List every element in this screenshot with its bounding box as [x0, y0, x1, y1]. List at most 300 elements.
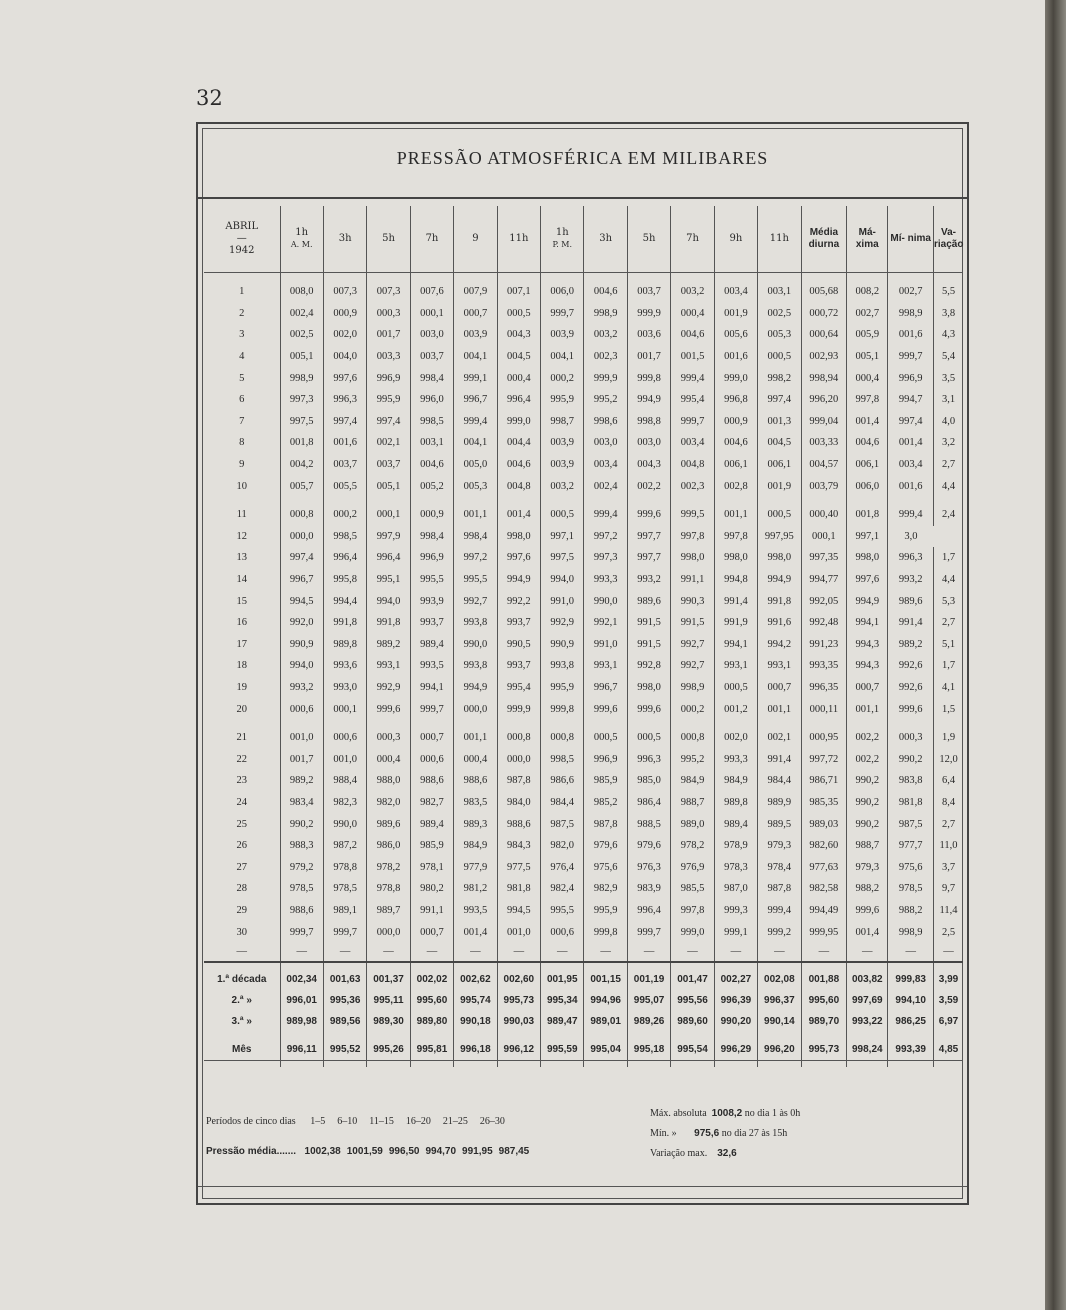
cell-value: 994,49	[801, 900, 847, 922]
hour-header	[627, 206, 670, 273]
cell-value: 000,8	[671, 727, 714, 749]
cell-value: 977,63	[801, 856, 847, 878]
spacer-cell	[714, 497, 757, 504]
cell-value: 994,10	[888, 990, 934, 1011]
cell-value: 003,0	[410, 324, 453, 346]
cell-value: 995,73	[801, 1039, 847, 1061]
cell-value: 000,2	[323, 504, 366, 526]
cell-value: 001,4	[847, 921, 888, 943]
cell-value: 999,4	[584, 504, 627, 526]
row-label: 16	[236, 617, 247, 629]
cell-value: 997,7	[627, 526, 670, 548]
table-row	[204, 698, 963, 720]
cell-value: 989,1	[323, 900, 366, 922]
hour-label: 11h	[769, 233, 789, 244]
cell-value: 997,3	[584, 547, 627, 569]
cell-value: 985,5	[671, 878, 714, 900]
cell-value: 993,35	[801, 655, 847, 677]
cell-value: 003,9	[541, 432, 584, 454]
cell-value: 993,22	[847, 1011, 888, 1032]
cell-value: 996,01	[280, 990, 323, 1011]
row-label: 28	[236, 883, 247, 895]
cell-value: 001,6	[323, 432, 366, 454]
cell-value: 995,5	[541, 900, 584, 922]
cell-value: 990,14	[758, 1011, 801, 1032]
spacer-cell	[584, 962, 627, 969]
cell-value: 982,60	[801, 835, 847, 857]
table-row	[204, 813, 963, 835]
cell-value: 11,0	[934, 835, 964, 857]
cell-value: 997,4	[888, 411, 934, 433]
cell-value: 978,2	[671, 835, 714, 857]
period-item: 11–15	[369, 1116, 394, 1127]
cell-value: 978,5	[280, 878, 323, 900]
cell-value: 979,3	[847, 856, 888, 878]
cell-value: 003,9	[454, 324, 497, 346]
cell-value: 991,8	[367, 612, 410, 634]
cell-value: 989,8	[323, 634, 366, 656]
cell-value: 989,6	[367, 813, 410, 835]
cell-value: 002,27	[714, 969, 757, 990]
cell-value: 000,6	[410, 748, 453, 770]
cell-value: 000,4	[454, 748, 497, 770]
cell-value: 000,4	[671, 303, 714, 325]
cell-value: 003,9	[541, 324, 584, 346]
cell-value: 999,4	[888, 504, 934, 526]
period-item: 6–10	[337, 1116, 358, 1127]
cell-value: 000,64	[801, 324, 847, 346]
cell-value: 990,0	[323, 813, 366, 835]
cell-value: 989,47	[541, 1011, 584, 1032]
spacer-cell	[847, 1032, 888, 1039]
cell-value: 988,6	[497, 813, 540, 835]
table-row	[204, 612, 963, 634]
cell-value: 998,0	[714, 547, 757, 569]
cell-value: 993,7	[497, 655, 540, 677]
cell-value: 3,1	[934, 389, 964, 411]
cell-value: 986,0	[367, 835, 410, 857]
spacer-cell	[671, 497, 714, 504]
spacer-cell	[204, 497, 280, 504]
cell-value: 979,6	[627, 835, 670, 857]
row-label: 1.ª década	[217, 973, 267, 985]
cell-value: 999,7	[888, 346, 934, 368]
cell-value: 997,9	[367, 526, 410, 548]
cell-value: 991,0	[584, 634, 627, 656]
month-dash: —	[236, 233, 247, 244]
hour-header	[454, 206, 497, 273]
cell-value: 001,0	[323, 748, 366, 770]
spacer-cell	[627, 1032, 670, 1039]
cell-value: 987,8	[497, 770, 540, 792]
cell-value: 987,8	[758, 878, 801, 900]
cell-value: 998,5	[323, 526, 366, 548]
cell-value: 983,5	[454, 792, 497, 814]
cell-value: 999,6	[627, 504, 670, 526]
min-when: no dia 27 às 15h	[721, 1128, 788, 1139]
cell-value: 988,2	[888, 900, 934, 922]
cell-value: 001,4	[454, 921, 497, 943]
period-item: 1–5	[310, 1116, 326, 1127]
cell-value: 994,0	[541, 569, 584, 591]
cell-value: 000,95	[801, 727, 847, 749]
cell-value: 1,7	[934, 547, 964, 569]
cell-value: 004,3	[627, 454, 670, 476]
cell-value: 987,5	[888, 813, 934, 835]
table-frame	[196, 122, 969, 1205]
spacer-cell	[323, 962, 366, 969]
cell-value: 001,4	[497, 504, 540, 526]
cell-value: 000,6	[280, 698, 323, 720]
cell-value: 984,9	[671, 770, 714, 792]
row-label: 26	[236, 840, 247, 852]
cell-value: 990,20	[714, 1011, 757, 1032]
row-label: 27	[236, 861, 247, 873]
cell-value: 991,4	[758, 748, 801, 770]
dash-cell: —	[888, 943, 934, 962]
var-label: Variação max.	[650, 1148, 708, 1159]
cell-value: 004,6	[714, 432, 757, 454]
cell-value: 998,4	[454, 526, 497, 548]
cell-value: 6,97	[934, 1011, 964, 1032]
cell-value: 998,0	[497, 526, 540, 548]
cell-value: 988,0	[367, 770, 410, 792]
row-label: 14	[236, 574, 247, 586]
cell-value: 000,8	[497, 727, 540, 749]
cell-value: 991,1	[671, 569, 714, 591]
table-row	[204, 634, 963, 656]
cell-value: 999,7	[671, 411, 714, 433]
cell-value: 4,1	[934, 677, 964, 699]
cell-value: 987,2	[323, 835, 366, 857]
cell-value: 003,7	[367, 454, 410, 476]
cell-value: 000,0	[497, 748, 540, 770]
cell-value: 1,9	[934, 727, 964, 749]
cell-value: 996,39	[714, 990, 757, 1011]
cell-value: 2,4	[934, 504, 964, 526]
spacer-cell	[758, 1060, 801, 1067]
cell-value: 993,39	[888, 1039, 934, 1061]
cell-value: 3,8	[934, 303, 964, 325]
pressure-row	[206, 1146, 529, 1157]
cell-value: 000,5	[627, 727, 670, 749]
cell-value: 004,3	[497, 324, 540, 346]
cell-value: 999,9	[584, 367, 627, 389]
spacer-cell	[497, 497, 540, 504]
spacer-cell	[584, 1032, 627, 1039]
cell-value: 978,5	[323, 878, 366, 900]
dash-cell: —	[236, 946, 247, 958]
cell-value: 001,7	[367, 324, 410, 346]
cell-value: 005,5	[323, 475, 366, 497]
cell-value: 998,6	[584, 411, 627, 433]
cell-value: 003,1	[410, 432, 453, 454]
cell-value: 4,85	[934, 1039, 964, 1061]
cell-value: 976,4	[541, 856, 584, 878]
cell-value: 005,3	[454, 475, 497, 497]
spacer-cell	[410, 497, 453, 504]
cell-value: 4,4	[934, 569, 964, 591]
cell-value: 989,2	[888, 634, 934, 656]
row-label: 9	[239, 459, 245, 471]
cell-value: 002,2	[847, 727, 888, 749]
cell-value: 999,0	[671, 921, 714, 943]
cell-value: 001,4	[847, 411, 888, 433]
cell-value: 993,5	[410, 655, 453, 677]
cell-value: 004,5	[497, 346, 540, 368]
cell-value: 998,2	[758, 367, 801, 389]
cell-value: 001,8	[280, 432, 323, 454]
cell-value: 996,3	[323, 389, 366, 411]
cell-value: 989,98	[280, 1011, 323, 1032]
spacer-cell	[934, 962, 964, 969]
cell-value: 993,2	[280, 677, 323, 699]
cell-value: 001,7	[627, 346, 670, 368]
cell-value: 992,05	[801, 590, 847, 612]
max-when: no dia 1 às 0h	[744, 1108, 801, 1119]
cell-value: 997,2	[454, 547, 497, 569]
cell-value: 001,3	[758, 411, 801, 433]
hour-label: 9h	[729, 233, 743, 244]
row-label: 25	[236, 818, 247, 830]
cell-value: 3,59	[934, 990, 964, 1011]
cell-value: 000,1	[367, 504, 410, 526]
row-label: 7	[239, 415, 245, 427]
cell-value: 995,59	[541, 1039, 584, 1061]
table-row	[204, 475, 963, 497]
spacer-cell	[367, 720, 410, 727]
summary-row	[204, 969, 963, 990]
cell-value: 11,4	[934, 900, 964, 922]
cell-value: 999,5	[671, 504, 714, 526]
cell-value: 998,9	[671, 677, 714, 699]
cell-value: 998,94	[801, 367, 847, 389]
row-label: 19	[236, 681, 247, 693]
cell-value: 989,56	[323, 1011, 366, 1032]
cell-value: 975,6	[888, 856, 934, 878]
cell-value: 004,0	[323, 346, 366, 368]
cell-value: 998,0	[847, 547, 888, 569]
spacer-cell	[714, 720, 757, 727]
cell-value: 006,1	[758, 454, 801, 476]
cell-value: 978,2	[367, 856, 410, 878]
spacer-cell	[758, 720, 801, 727]
cell-value: 998,24	[847, 1039, 888, 1061]
cell-value: 990,0	[584, 590, 627, 612]
cell-value: 983,8	[888, 770, 934, 792]
cell-value: 982,0	[367, 792, 410, 814]
spacer-cell	[934, 720, 964, 727]
table-row	[204, 770, 963, 792]
hour-header	[671, 206, 714, 273]
cell-value: 001,4	[888, 432, 934, 454]
cell-value: 004,8	[671, 454, 714, 476]
cell-value: 993,1	[714, 655, 757, 677]
title-rule	[198, 197, 967, 199]
max-label: Máx. absoluta	[650, 1108, 707, 1119]
cell-value: 994,9	[758, 569, 801, 591]
cell-value: 996,3	[627, 748, 670, 770]
table-row	[204, 792, 963, 814]
cell-value: 003,79	[801, 475, 847, 497]
dash-cell: —	[627, 943, 670, 962]
cell-value: 001,95	[541, 969, 584, 990]
cell-value: 000,5	[714, 677, 757, 699]
month-row	[204, 1039, 963, 1061]
cell-value: 994,9	[497, 569, 540, 591]
cell-value: 003,2	[541, 475, 584, 497]
cell-value: 994,3	[847, 634, 888, 656]
cell-value: 005,68	[801, 273, 847, 303]
cell-value: 998,5	[410, 411, 453, 433]
cell-value: 994,5	[497, 900, 540, 922]
cell-value: 980,2	[410, 878, 453, 900]
cell-value: 8,4	[934, 792, 964, 814]
cell-value: 002,7	[888, 273, 934, 303]
cell-value: 982,7	[410, 792, 453, 814]
cell-value: 000,0	[367, 921, 410, 943]
cell-value: 995,2	[584, 389, 627, 411]
cell-value: 993,1	[367, 655, 410, 677]
cell-value: 975,6	[584, 856, 627, 878]
cell-value: 979,3	[758, 835, 801, 857]
table-row	[204, 878, 963, 900]
cell-value: 981,8	[497, 878, 540, 900]
cell-value: 001,9	[714, 303, 757, 325]
cell-value: 990,2	[847, 813, 888, 835]
cell-value: 996,20	[801, 389, 847, 411]
cell-value: 996,29	[714, 1039, 757, 1061]
cell-value: 001,19	[627, 969, 670, 990]
maxima-header: Má- xima	[847, 206, 888, 273]
cell-value: 001,2	[714, 698, 757, 720]
cell-value: 001,0	[497, 921, 540, 943]
cell-value: 001,1	[714, 504, 757, 526]
cell-value: 001,0	[280, 727, 323, 749]
spacer-cell	[497, 1032, 540, 1039]
spacer-cell	[541, 962, 584, 969]
spacer-cell	[323, 720, 366, 727]
cell-value: 998,9	[888, 303, 934, 325]
cell-value: 997,6	[323, 367, 366, 389]
spacer-row	[204, 497, 963, 504]
cell-value: 978,9	[714, 835, 757, 857]
row-label: Mês	[232, 1043, 252, 1055]
cell-value: 998,0	[627, 677, 670, 699]
cell-value: 000,4	[497, 367, 540, 389]
cell-value: 989,01	[584, 1011, 627, 1032]
cell-value: 004,6	[847, 432, 888, 454]
cell-value: 984,4	[758, 770, 801, 792]
cell-value: 989,8	[714, 792, 757, 814]
cell-value: 997,5	[541, 547, 584, 569]
cell-value: 992,48	[801, 612, 847, 634]
cell-value: 978,1	[410, 856, 453, 878]
row-label: 24	[236, 796, 247, 808]
cell-value: 995,60	[410, 990, 453, 1011]
cell-value: 005,7	[280, 475, 323, 497]
cell-value: 989,7	[367, 900, 410, 922]
cell-value: 988,2	[847, 878, 888, 900]
cell-value: 998,4	[410, 526, 453, 548]
cell-value: 000,0	[280, 526, 323, 548]
cell-value: 005,3	[758, 324, 801, 346]
cell-value: 982,4	[541, 878, 584, 900]
cell-value: 994,0	[367, 590, 410, 612]
cell-value: 994,4	[323, 590, 366, 612]
spacer-cell	[714, 1032, 757, 1039]
cell-value: 989,6	[888, 590, 934, 612]
spacer-cell	[410, 720, 453, 727]
cell-value: 991,4	[888, 612, 934, 634]
cell-value: 000,5	[584, 727, 627, 749]
cell-value: 989,6	[627, 590, 670, 612]
dash-cell: —	[847, 943, 888, 962]
spacer-cell	[934, 497, 964, 504]
cell-value: 001,88	[801, 969, 847, 990]
cell-value: 003,4	[888, 454, 934, 476]
spacer-cell	[888, 1032, 934, 1039]
cell-value: 4,0	[934, 411, 964, 433]
dash-cell: —	[714, 943, 757, 962]
cell-value: 003,7	[323, 454, 366, 476]
cell-value: 991,8	[758, 590, 801, 612]
cell-value: 007,9	[454, 273, 497, 303]
spacer-cell	[801, 720, 847, 727]
cell-value: 999,2	[758, 921, 801, 943]
minima-header: Mí- nima	[888, 206, 934, 273]
cell-value: 988,3	[280, 835, 323, 857]
cell-value: 995,8	[323, 569, 366, 591]
row-label: 2.ª »	[231, 994, 252, 1006]
cell-value: 000,7	[410, 921, 453, 943]
spacer-cell	[714, 1060, 757, 1067]
cell-value: 998,0	[671, 547, 714, 569]
table-row	[204, 900, 963, 922]
cell-value: 994,8	[714, 569, 757, 591]
cell-value: 989,4	[410, 813, 453, 835]
dash-cell: —	[410, 943, 453, 962]
table-row	[204, 411, 963, 433]
spacer-row	[204, 1032, 963, 1039]
cell-value: 000,1	[410, 303, 453, 325]
table-row	[204, 389, 963, 411]
cell-value: 000,2	[671, 698, 714, 720]
hour-label: 7h	[425, 233, 439, 244]
cell-value: 997,8	[847, 389, 888, 411]
cell-value: 991,6	[758, 612, 801, 634]
cell-value: 978,8	[367, 878, 410, 900]
cell-value: 999,7	[541, 303, 584, 325]
table-row	[204, 569, 963, 591]
cell-value: 993,3	[584, 569, 627, 591]
cell-value: 997,95	[758, 526, 801, 548]
cell-value: 987,0	[714, 878, 757, 900]
hour-header	[714, 206, 757, 273]
spacer-cell	[323, 497, 366, 504]
spacer-cell	[204, 1060, 280, 1067]
cell-value: 992,8	[627, 655, 670, 677]
spacer-cell	[627, 1060, 670, 1067]
cell-value: 976,3	[627, 856, 670, 878]
row-label: 15	[236, 595, 247, 607]
row-label: 20	[236, 703, 247, 715]
cell-value: 999,95	[801, 921, 847, 943]
cell-value: 993,0	[323, 677, 366, 699]
cell-value: 6,4	[934, 770, 964, 792]
row-label: 30	[236, 926, 247, 938]
period-label: P. M.	[552, 240, 573, 249]
